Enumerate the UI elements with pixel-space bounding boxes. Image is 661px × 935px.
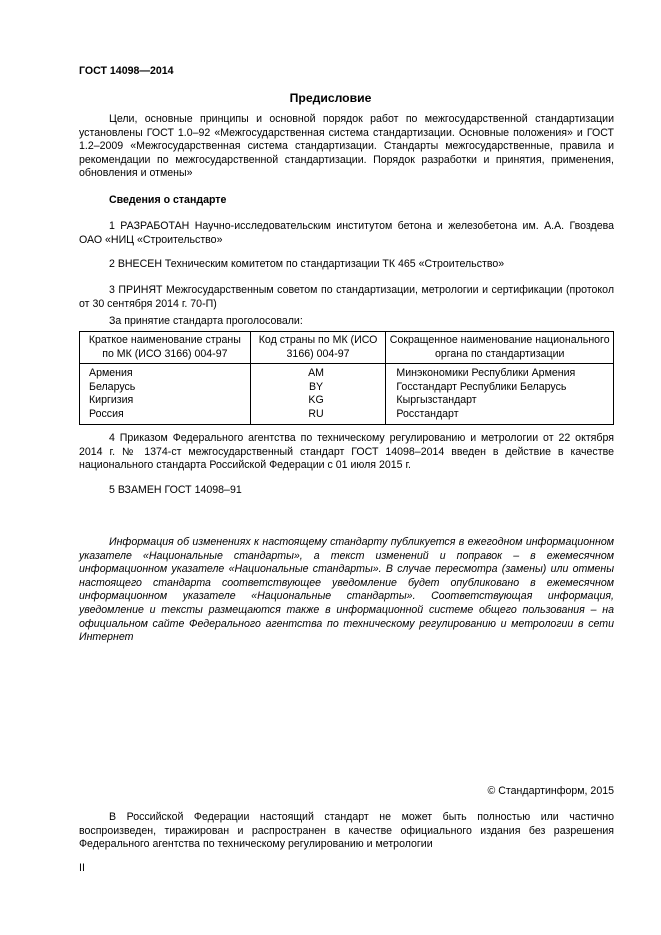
section-title: Сведения о стандарте (109, 194, 227, 206)
page-number: II (79, 862, 85, 874)
country-code: AM (250, 364, 386, 381)
country-code: BY (250, 381, 386, 395)
item-enacted: 4 Приказом Федерального агентства по техническому регулированию и метрологии от 22 октября 2014 г. № 1374-ст межгосударственный стандарт ГОСТ 14098–2014 введен в действие в качестве национального стандарта Российской Федерации с 01 июля 2015 г. (79, 432, 614, 472)
vote-caption: За принятие стандарта проголосовали: (109, 315, 303, 327)
table-row (80, 381, 614, 395)
header-country-name: Краткое наименование страны по МК (ИСО 3166) 004-97 (80, 332, 251, 364)
rights-notice: В Российской Федерации настоящий стандарт не может быть полностью или частично воспроизведен, тиражирован и распространен в качестве официального издания без разрешения Федерального агентства по техническому регулированию и метрологии (79, 811, 614, 851)
item-submitted: 2 ВНЕСЕН Техническим комитетом по стандартизации ТК 465 «Строительство» (109, 258, 505, 270)
table-row (80, 408, 614, 425)
country-name: Беларусь (80, 381, 251, 395)
table-row (80, 364, 614, 381)
page-title: Предисловие (289, 91, 372, 105)
standards-body: Минэкономики Республики Армения (386, 364, 614, 381)
copyright-notice: © Стандартинформ, 2015 (487, 785, 614, 797)
standards-body: Росстандарт (386, 408, 614, 425)
item-replaces: 5 ВЗАМЕН ГОСТ 14098–91 (109, 484, 242, 496)
country-code: KG (250, 394, 386, 408)
country-name: Киргизия (80, 394, 251, 408)
voting-table (79, 331, 614, 425)
document-code: ГОСТ 14098—2014 (79, 65, 174, 77)
item-developed: 1 РАЗРАБОТАН Научно-исследовательским институтом бетона и железобетона им. А.А. Гвоздева ОАО «НИЦ «Строительство» (79, 220, 614, 246)
country-name: Россия (80, 408, 251, 425)
standards-body: Кыргызстандарт (386, 394, 614, 408)
standards-body: Госстандарт Республики Беларусь (386, 381, 614, 395)
intro-paragraph: Цели, основные принципы и основной порядок работ по межгосударственной стандартизации установлены ГОСТ 1.0–92 «Межгосударственная система стандартизации. Основные положения» и ГОСТ 1.2–2009 «Межгосударственная система стандартизации. Стандарты межгосударственные, правила и рекомендации по межгосударственной стандартизации. Порядок разработки и принятия, применения, обновления и отмены» (79, 113, 614, 180)
item-adopted: 3 ПРИНЯТ Межгосударственным советом по стандартизации, метрологии и сертификации (протокол от 30 сентября 2014 г. 70-П) (79, 284, 614, 310)
country-code: RU (250, 408, 386, 425)
table-row (80, 394, 614, 408)
country-name: Армения (80, 364, 251, 381)
table-header-row (80, 332, 614, 364)
information-note: Информация об изменениях к настоящему стандарту публикуется в ежегодном информационном указателе «Национальные стандарты», а текст изменений и поправок – в ежемесячном информационном указателе «Национальные стандарты». В случае пересмотра (замены) или отмены настоящего стандарта соответствующее уведомление будет опубликовано в ежемесячном информационном указателе «Национальные стандарты». Соответствующая информация, уведомление и тексты размещаются также в информационной системе общего пользования – на официальном сайте Федерального агентства по техническому регулированию и метрологии в сети Интернет (79, 536, 614, 644)
header-country-code: Код страны по МК (ИСО 3166) 004-97 (250, 332, 386, 364)
header-standards-body: Сокращенное наименование национального органа по стандартизации (386, 332, 614, 364)
